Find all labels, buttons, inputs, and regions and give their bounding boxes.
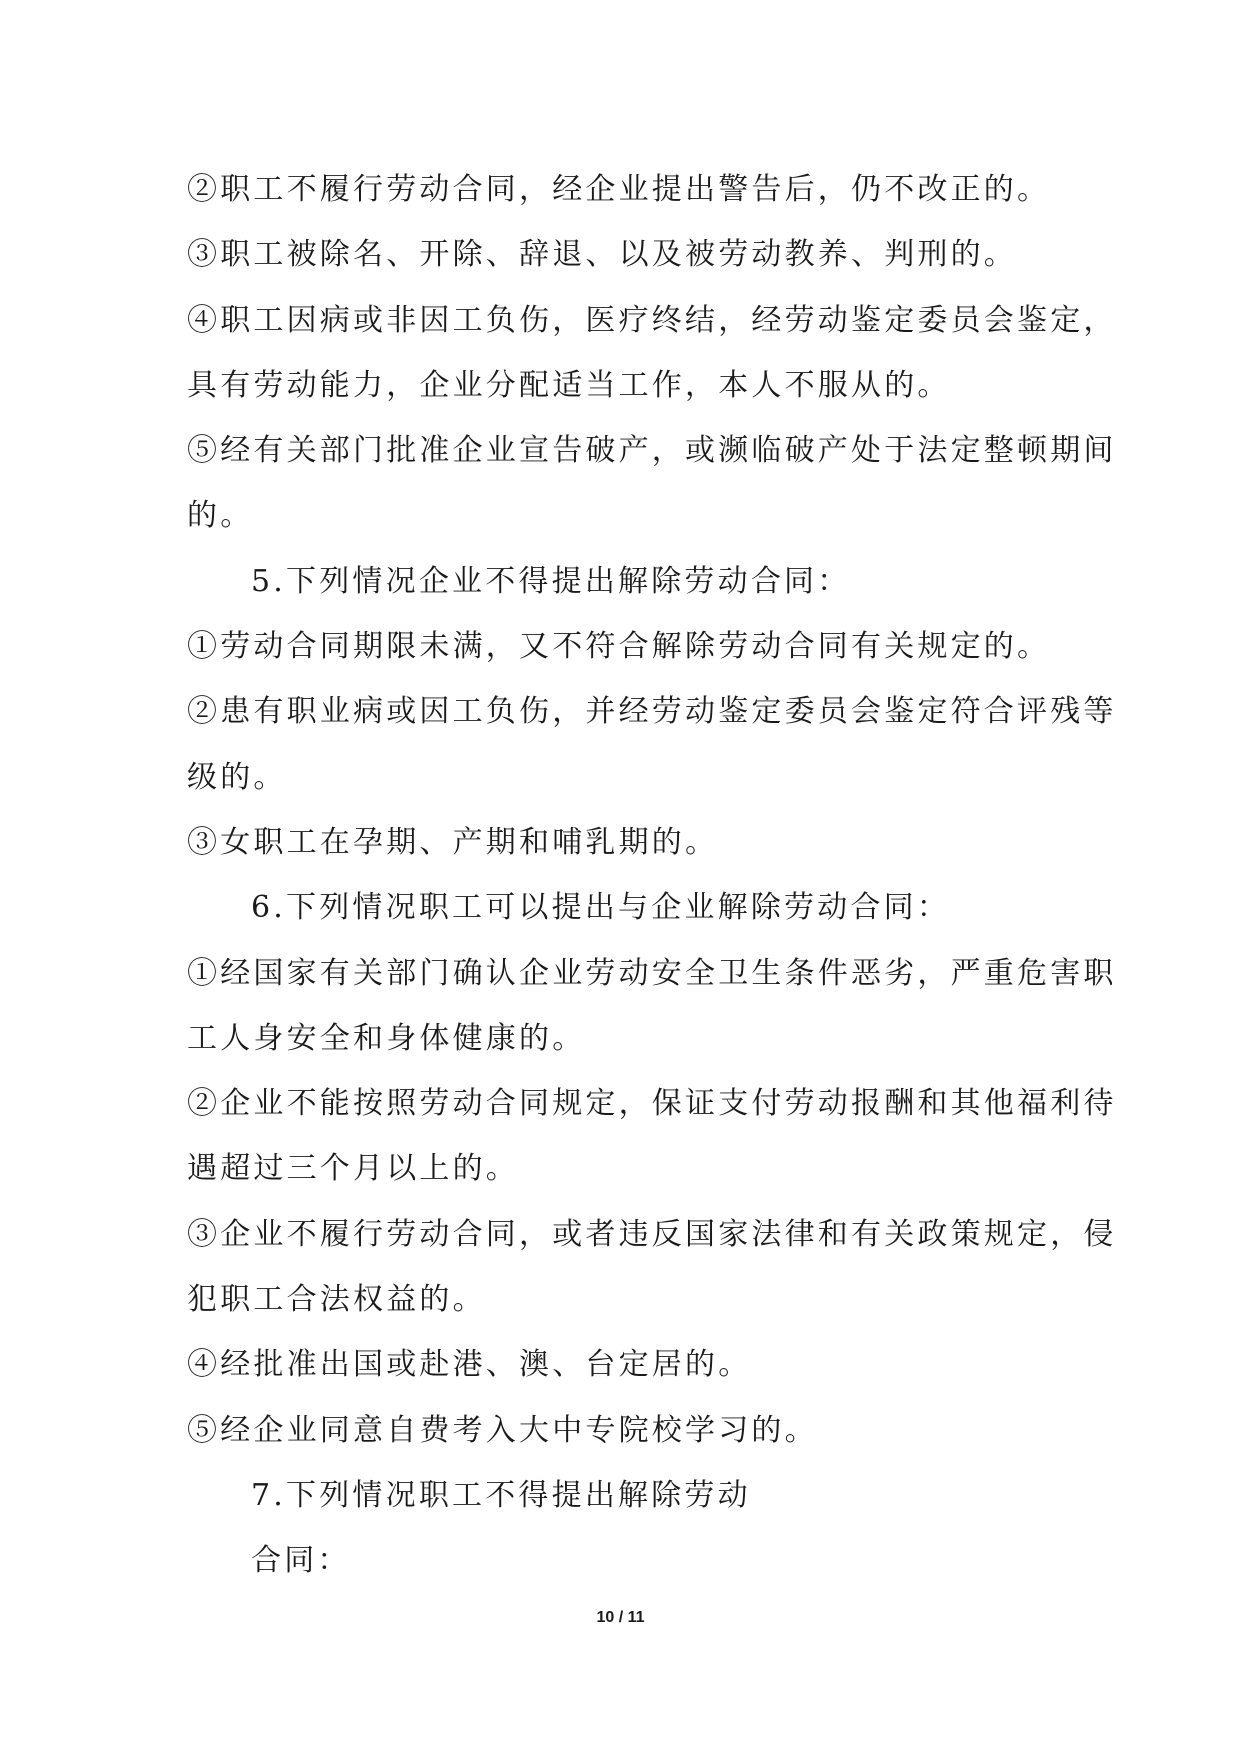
text-line: ②患有职业病或因工负伤，并经劳动鉴定委员会鉴定符合评残等	[187, 694, 1117, 730]
text-line: 遇超过三个月以上的。	[187, 1151, 519, 1187]
text-line: 合同：	[251, 1543, 351, 1579]
text-line: 级的。	[187, 759, 287, 795]
text-line: ④经批准出国或赴港、澳、台定居的。	[187, 1347, 752, 1383]
text-line: ②职工不履行劳动合同，经企业提出警告后，仍不改正的。	[187, 172, 1051, 207]
text-line: ①劳动合同期限未满，又不符合解除劳动合同有关规定的。	[187, 629, 1051, 665]
text-line: ③职工被除名、开除、辞退、以及被劳动教养、判刑的。	[187, 237, 1017, 273]
text-line: 工人身安全和身体健康的。	[187, 1020, 586, 1056]
text-line: ④职工因病或非因工负伤，医疗终结，经劳动鉴定委员会鉴定，	[187, 302, 1117, 338]
text-line: ③女职工在孕期、产期和哺乳期的。	[187, 824, 719, 860]
document-body	[187, 157, 1117, 1594]
text-line: 犯职工合法权益的。	[187, 1282, 486, 1318]
section-heading: 6.下列情况职工可以提出与企业解除劳动合同：	[251, 890, 951, 926]
text-line: ②企业不能按照劳动合同规定，保证支付劳动报酬和其他福利待	[187, 1086, 1117, 1122]
page-number: 10 / 11	[596, 1609, 645, 1626]
text-line: ①经国家有关部门确认企业劳动安全卫生条件恶劣，严重危害职	[187, 955, 1117, 991]
text-line: ⑤经有关部门批准企业宣告破产，或濒临破产处于法定整顿期间	[187, 433, 1117, 469]
text-line: ③企业不履行劳动合同，或者违反国家法律和有关政策规定，侵	[187, 1216, 1117, 1252]
section-heading: 7.下列情况职工不得提出解除劳动	[251, 1477, 751, 1513]
section-heading: 5.下列情况企业不得提出解除劳动合同：	[251, 563, 851, 599]
text-line: ⑤经企业同意自费考入大中专院校学习的。	[187, 1412, 818, 1448]
text-line: 具有劳动能力，企业分配适当工作，本人不服从的。	[187, 367, 951, 403]
text-line: 的。	[187, 498, 254, 534]
